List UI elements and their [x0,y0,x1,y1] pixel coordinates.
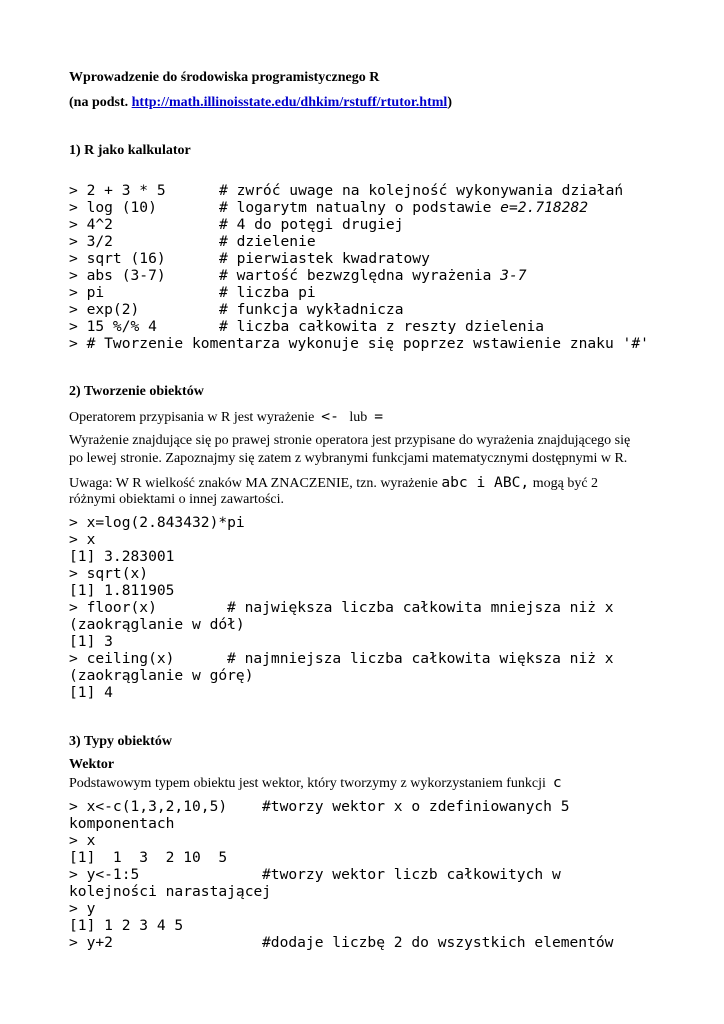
equals-operator: = [374,408,384,425]
code-line: [1] 3 [69,633,113,650]
case-note-line [69,474,598,492]
code-line: (zaokrąglanie w górę) [69,667,254,684]
paragraph-text: Podstawowym typem obiektu jest wektor, który tworzymy z wykorzystaniem funkcji [69,776,546,791]
code-comment: #tworzy wektor x o zdefiniowanych 5 [262,798,570,815]
code-line: > ceiling(x) [69,650,175,667]
code-line: > x<-c(1,3,2,10,5) [69,798,228,815]
code-line: > y<-1:5 [69,866,140,883]
comment-text: # wartość bezwzględna wyrażenia [219,267,501,284]
code-line: > y [69,900,96,917]
section3-heading: 3) Typy obiektów [69,734,172,749]
code-comment: #dodaje liczbę 2 do wszystkich elementów [262,934,614,951]
code-comment: # największa liczba całkowita mniejsza niż x [227,599,614,616]
code-line: > 2 + 3 * 5 [69,182,166,199]
code-line: > abs (3-7) [69,267,166,284]
source-link[interactable]: http://math.illinoisstate.edu/dhkim/rstuff/rtutor.html [131,95,448,110]
code-comment: # 4 do potęgi drugiej [219,216,404,233]
code-comment: # funkcja wykładnicza [219,301,404,318]
code-line: > x [69,832,96,849]
code-line: [1] 3.283001 [69,548,175,565]
source-prefix: (na podst. [69,95,132,110]
source-line [69,95,452,111]
code-line: > x=log(2.843432)*pi [69,514,245,531]
code-comment [219,267,527,284]
paragraph-text: Operatorem przypisania w R jest wyrażenie [69,410,315,425]
code-line: [1] 4 [69,684,113,701]
code-line: > y+2 [69,934,113,951]
code-line: komponentach [69,815,175,832]
code-line: > 15 %/% 4 [69,318,157,335]
code-line: kolejności narastającej [69,883,272,900]
code-comment: # dzielenie [219,233,316,250]
vector-subheading: Wektor [69,757,115,772]
code-line: > log (10) [69,199,157,216]
note-text: Uwaga: W R wielkość znaków MA ZNACZENIE, tzn. wyrażenie [69,476,438,491]
note-text-end: mogą być 2 [532,476,599,491]
note-code: abc i ABC, [441,474,530,491]
code-line: > exp(2) [69,301,140,318]
code-line: > pi [69,284,105,301]
code-comment: # zwróć uwage na kolejność wykonywania działań [219,182,624,199]
comment-emphasis: 3-7 [500,267,527,284]
or-word: lub [349,410,368,425]
assign-operator: <- [321,408,339,425]
vector-paragraph [69,774,562,792]
function-name: c [552,774,562,791]
comment-emphasis: e=2.718282 [500,199,589,216]
paragraph-line: Wyrażenie znajdujące się po prawej stronie operatora jest przypisane do wyrażenia znajdującego się [69,433,631,448]
code-line: > sqrt(x) [69,565,149,582]
code-comment: # pierwiastek kwadratowy [219,250,430,267]
code-comment: # liczba całkowita z reszty dzielenia [219,318,545,335]
source-suffix: ) [447,95,452,110]
code-comment: #tworzy wektor liczb całkowitych w [262,866,561,883]
paragraph-line: po lewej stronie. Zapoznajmy się zatem z wybranymi funkcjami matematycznymi dostępnymi w R. [69,451,628,466]
code-line: > floor(x) [69,599,157,616]
case-note-line: różnymi obiektami o innej zawartości. [69,492,284,507]
assignment-paragraph [69,408,383,426]
code-line: > # Tworzenie komentarza wykonuje się poprzez wstawienie znaku '#' [69,335,649,352]
code-line: > sqrt (16) [69,250,166,267]
section1-heading: 1) R jako kalkulator [69,143,191,158]
code-line: > 4^2 [69,216,113,233]
section2-heading: 2) Tworzenie obiektów [69,384,204,399]
comment-text: # logarytm natualny o podstawie [219,199,501,216]
code-line: [1] 1 3 2 10 5 [69,849,228,866]
code-line: (zaokrąglanie w dół) [69,616,245,633]
document-title: Wprowadzenie do środowiska programistycznego R [69,70,380,85]
code-comment [219,199,588,216]
code-line: [1] 1.811905 [69,582,175,599]
code-line: > x [69,531,96,548]
code-line: [1] 1 2 3 4 5 [69,917,184,934]
code-line: > 3/2 [69,233,113,250]
code-comment: # liczba pi [219,284,316,301]
code-comment: # najmniejsza liczba całkowita większa niż x [227,650,614,667]
